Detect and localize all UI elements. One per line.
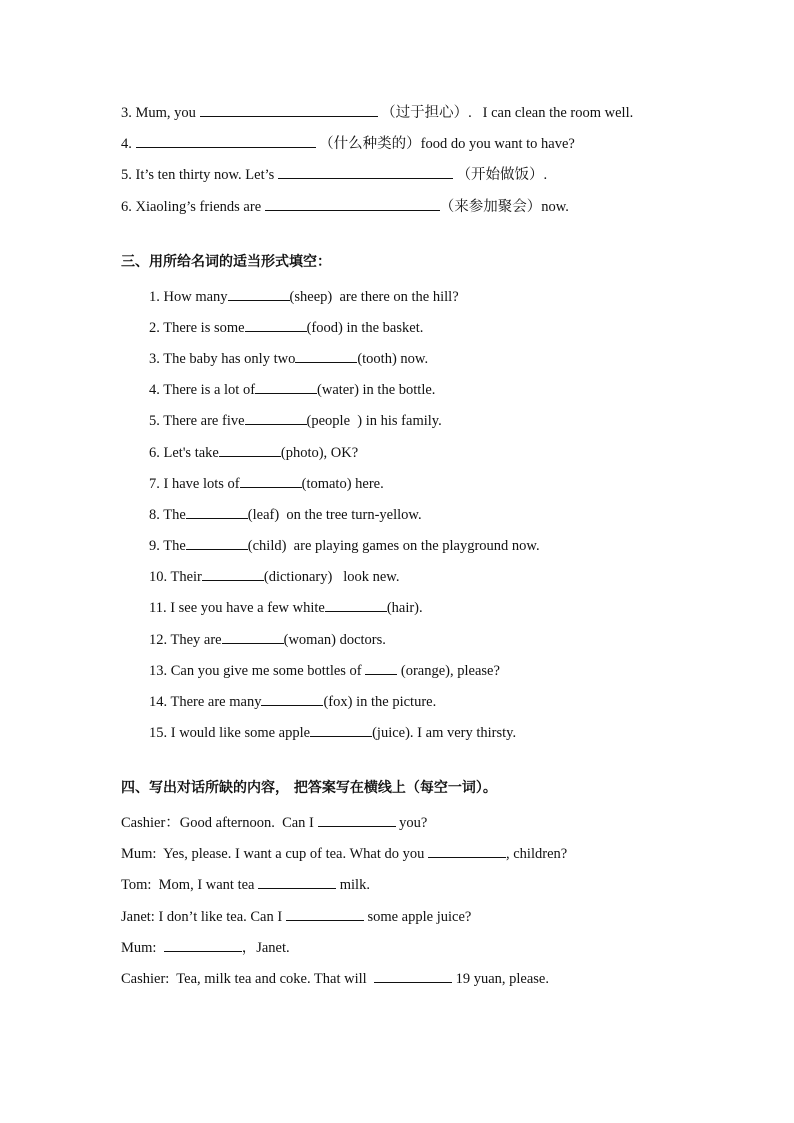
fill-item-3: 3. Mum, you （过于担心）. I can clean the room well. [121, 102, 633, 123]
s3-item-6: 6. Let's take (photo), OK? [149, 442, 358, 463]
s4-line-1: Cashier：Good afternoon. Can I you? [121, 812, 427, 833]
s4-line-2: Mum: Yes, please. I want a cup of tea. What do you , children? [121, 843, 567, 864]
answer-blank[interactable] [258, 874, 336, 889]
s3-item-13: 13. Can you give me some bottles of (orange), please? [149, 660, 500, 681]
answer-blank[interactable] [286, 906, 364, 921]
answer-blank[interactable] [219, 442, 281, 457]
answer-blank[interactable] [164, 937, 242, 952]
answer-blank[interactable] [186, 504, 248, 519]
s3-item-10: 10. Their (dictionary) look new. [149, 566, 399, 587]
fill-item-4: 4. （什么种类的）food do you want to have? [121, 133, 575, 154]
s3-item-2: 2. There is some (food) in the basket. [149, 317, 423, 338]
s3-item-15: 15. I would like some apple (juice). I am very thirsty. [149, 722, 516, 743]
s3-item-9: 9. The (child) are playing games on the playground now. [149, 535, 540, 556]
s3-item-7: 7. I have lots of (tomato) here. [149, 473, 384, 494]
answer-blank[interactable] [186, 535, 248, 550]
answer-blank[interactable] [261, 691, 323, 706]
answer-blank[interactable] [295, 348, 357, 363]
s3-item-8: 8. The (leaf) on the tree turn-yellow. [149, 504, 422, 525]
answer-blank[interactable] [222, 629, 284, 644]
answer-blank[interactable] [228, 286, 290, 301]
answer-blank[interactable] [136, 133, 316, 148]
answer-blank[interactable] [202, 566, 264, 581]
s3-item-12: 12. They are (woman) doctors. [149, 629, 386, 650]
answer-blank[interactable] [265, 196, 440, 211]
s4-line-5: Mum: ，Janet. [121, 937, 290, 958]
answer-blank[interactable] [365, 660, 397, 675]
s4-line-4: Janet: I don’t like tea. Can I some apple juice? [121, 906, 471, 927]
answer-blank[interactable] [200, 102, 378, 117]
s3-item-4: 4. There is a lot of (water) in the bottle. [149, 379, 435, 400]
answer-blank[interactable] [255, 379, 317, 394]
answer-blank[interactable] [325, 597, 387, 612]
answer-blank[interactable] [374, 968, 452, 983]
fill-item-5: 5. It’s ten thirty now. Let’s （开始做饭）. [121, 164, 547, 185]
s3-item-5: 5. There are five (people ) in his family. [149, 410, 442, 431]
answer-blank[interactable] [428, 843, 506, 858]
s4-line-3: Tom: Mom, I want tea milk. [121, 874, 370, 895]
s3-item-1: 1. How many (sheep) are there on the hill? [149, 286, 459, 307]
s3-item-11: 11. I see you have a few white (hair). [149, 597, 423, 618]
answer-blank[interactable] [240, 473, 302, 488]
answer-blank[interactable] [318, 812, 396, 827]
s3-item-14: 14. There are many (fox) in the picture. [149, 691, 436, 712]
answer-blank[interactable] [310, 722, 372, 737]
fill-item-6: 6. Xiaoling’s friends are （来参加聚会）now. [121, 196, 569, 217]
answer-blank[interactable] [245, 410, 307, 425]
answer-blank[interactable] [278, 164, 453, 179]
section4-heading: 四、写出对话所缺的内容， 把答案写在横线上（每空一词）。 [121, 780, 497, 796]
s3-item-3: 3. The baby has only two (tooth) now. [149, 348, 428, 369]
answer-blank[interactable] [245, 317, 307, 332]
s4-line-6: Cashier: Tea, milk tea and coke. That will 19 yuan, please. [121, 968, 549, 989]
section3-heading: 三、用所给名词的适当形式填空： [121, 254, 331, 270]
